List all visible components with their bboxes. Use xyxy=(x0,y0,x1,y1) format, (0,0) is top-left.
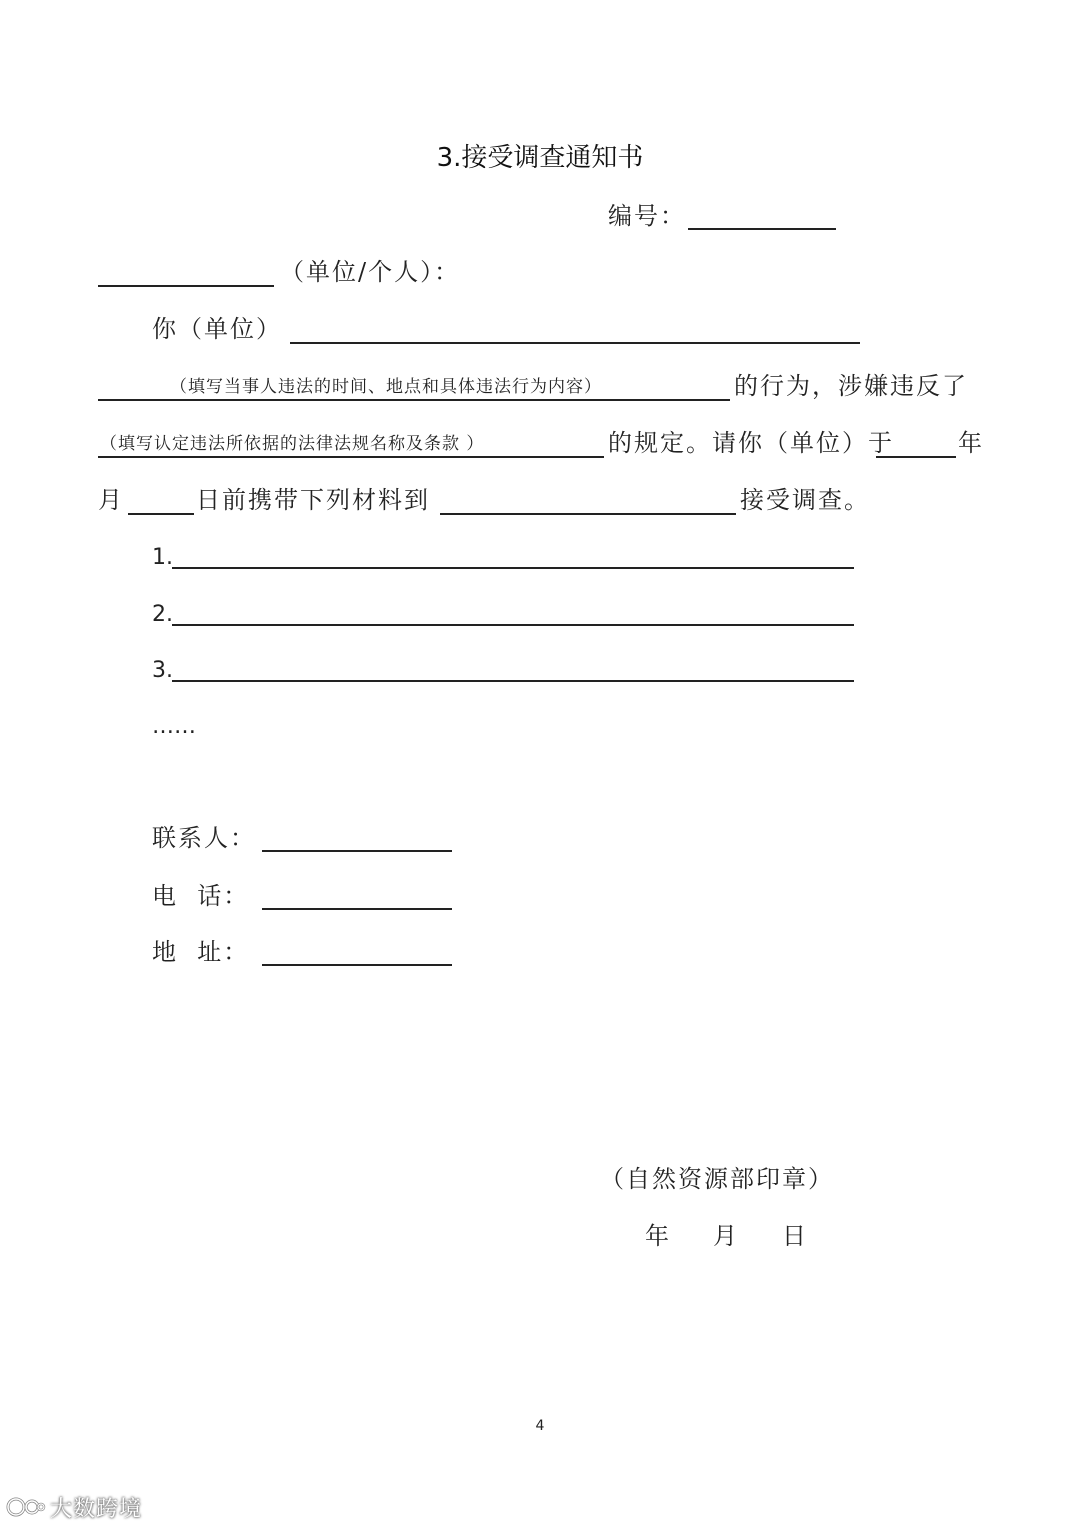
law-blank[interactable] xyxy=(98,456,604,458)
watermark xyxy=(6,1492,142,1525)
contact-label: 联系人： xyxy=(152,824,256,852)
date-year: 年 xyxy=(645,1222,671,1250)
year-blank[interactable] xyxy=(876,456,956,458)
item-2-number: 2. xyxy=(152,602,173,627)
item-2-blank[interactable] xyxy=(172,624,854,626)
addressee-blank[interactable] xyxy=(98,285,274,287)
phone-blank[interactable] xyxy=(262,908,452,910)
hint-behavior: （填写当事人违法的时间、地点和具体违法行为内容） xyxy=(170,377,602,397)
month-day-blank[interactable] xyxy=(128,513,194,515)
location-blank[interactable] xyxy=(440,513,736,515)
item-1-number: 1. xyxy=(152,545,173,570)
address-blank[interactable] xyxy=(262,964,452,966)
document-title: 3.接受调查通知书 xyxy=(436,143,644,173)
para1-end: 接受调查。 xyxy=(740,486,870,514)
address-label: 地 址： xyxy=(152,938,250,966)
behavior-blank[interactable] xyxy=(98,399,730,401)
number-label: 编号： xyxy=(608,202,686,230)
page-number: 4 xyxy=(535,1418,545,1434)
seal-label: （自然资源部印章） xyxy=(600,1165,834,1193)
date-day: 日 xyxy=(782,1222,808,1250)
date-month: 月 xyxy=(713,1222,739,1250)
month-label: 月 xyxy=(98,486,124,514)
para1-start: 你（单位） xyxy=(152,315,282,343)
contact-blank[interactable] xyxy=(262,850,452,852)
phone-label: 电 话： xyxy=(152,882,250,910)
watermark-logo-icon xyxy=(6,1495,46,1525)
addressee-suffix: （单位/个人）： xyxy=(280,258,461,286)
item-3-number: 3. xyxy=(152,658,173,683)
para1-day: 日前携带下列材料到 xyxy=(196,486,430,514)
unit-blank[interactable] xyxy=(290,342,860,344)
watermark-text: 大数跨境 xyxy=(50,1497,143,1522)
para1-rule: 的规定。请你（单位）于 xyxy=(608,429,894,457)
year-label: 年 xyxy=(958,429,984,457)
number-blank[interactable] xyxy=(688,228,836,230)
para1-mid: 的行为，涉嫌违反了 xyxy=(734,372,968,400)
item-3-blank[interactable] xyxy=(172,680,854,682)
item-1-blank[interactable] xyxy=(172,567,854,569)
ellipsis: …… xyxy=(152,714,196,739)
hint-law: （填写认定违法所依据的法律法规名称及条款 ） xyxy=(100,434,485,454)
